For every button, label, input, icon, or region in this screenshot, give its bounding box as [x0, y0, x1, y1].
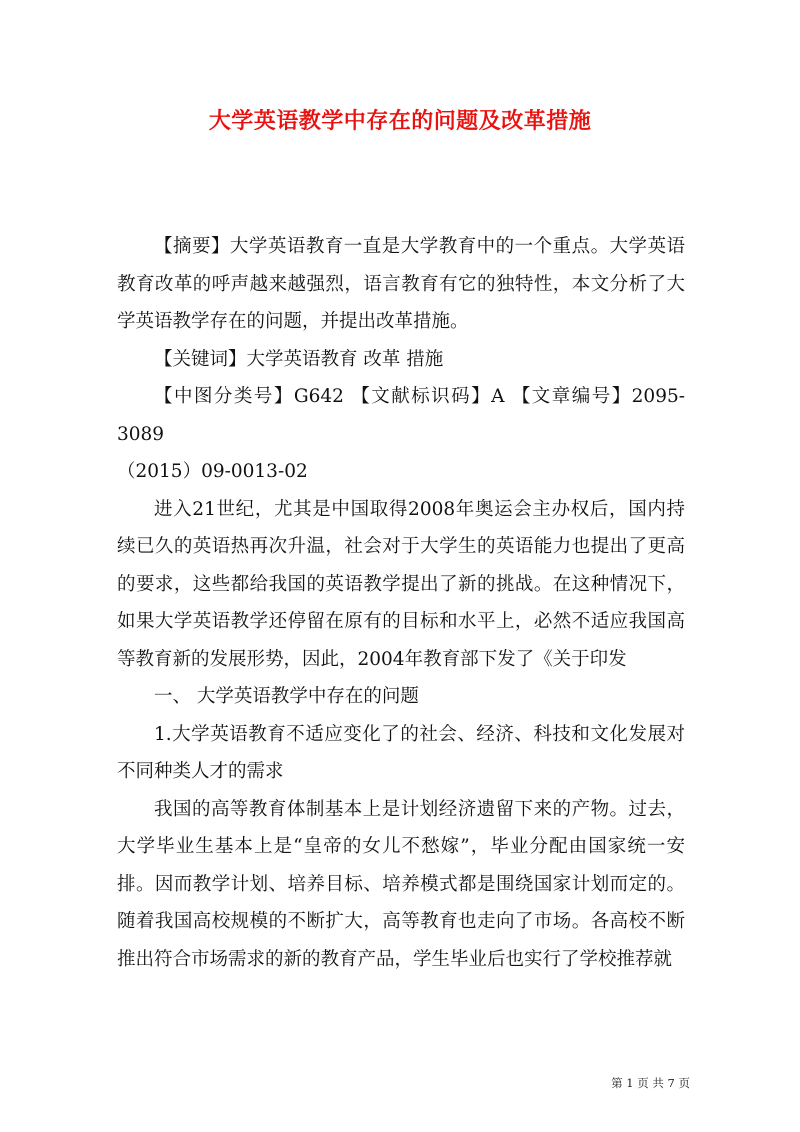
intro-paragraph: 进入21世纪，尤其是中国取得2008年奥运会主办权后，国内持续已久的英语热再次升温，社会对于大学生的英语能力也提出了更高的要求，这些都给我国的英语教学提出了新的挑战。在这种情况下，如果大学英语教学还停留在原有的目标和水平上，必然不适应我国高等教育新的发展形势，因此，2004年教育部下发了《关于印发: [117, 498, 685, 670]
subsection-heading-1: 1.大学英语教育不适应变化了的社会、经济、科技和文化发展对不同种类人才的需求: [117, 723, 685, 782]
document-title: 大学英语教学中存在的问题及改革措施: [208, 108, 592, 134]
keywords-paragraph: 【关键词】大学英语教育 改革 措施: [154, 348, 444, 370]
issue-number-line: （2015）09-0013-02: [117, 461, 308, 482]
page-number-footer: 第 1 页 共 7 页: [611, 1076, 690, 1090]
document-body: [117, 228, 685, 978]
section-heading-1: 一、 大学英语教学中存在的问题: [154, 686, 419, 707]
classification-paragraph: 【中图分类号】G642 【文献标识码】A 【文章编号】2095-3089: [117, 386, 685, 445]
abstract-paragraph: 【摘要】大学英语教育一直是大学教育中的一个重点。大学英语教育改革的呼声越来越强烈，语言教育有它的独特性，本文分析了大学英语教学存在的问题，并提出改革措施。: [117, 236, 685, 332]
body-paragraph: 我国的高等教育体制基本上是计划经济遗留下来的产物。过去，大学毕业生基本上是“皇帝的女儿不愁嫁”，毕业分配由国家统一安排。因而教学计划、培养目标、培养模式都是围绕国家计划而定的。随着我国高校规模的不断扩大，高等教育也走向了市场。各高校不断推出符合市场需求的新的教育产品，学生毕业后也实行了学校推荐就: [117, 798, 685, 970]
